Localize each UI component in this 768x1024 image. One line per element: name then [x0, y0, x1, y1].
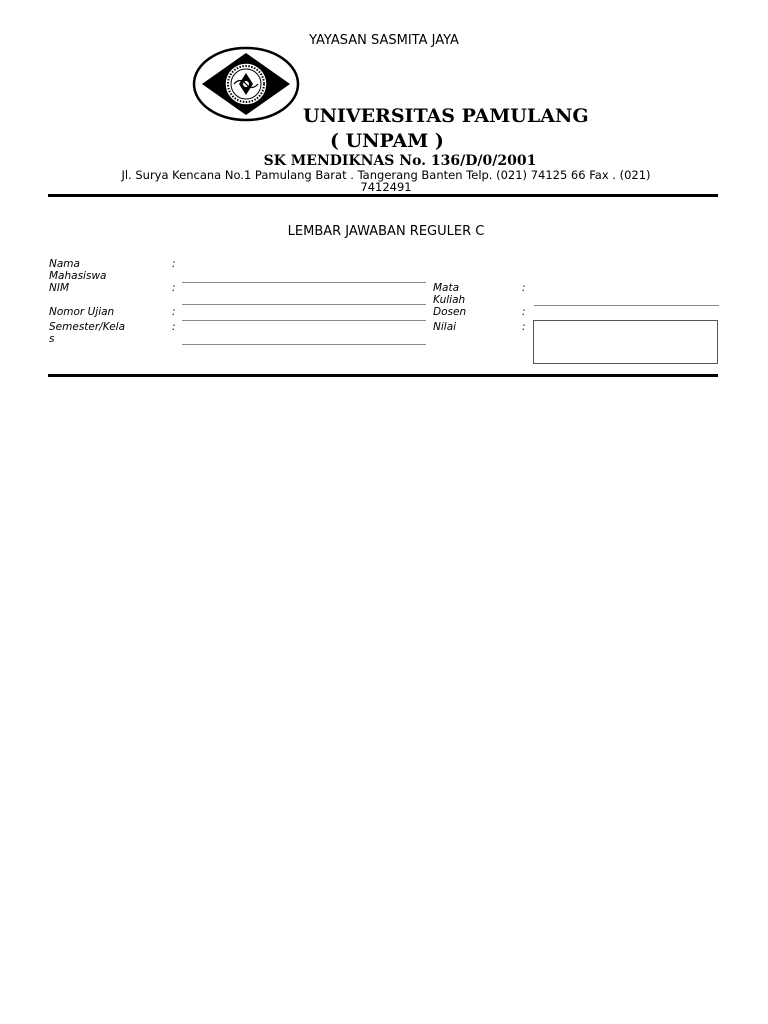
- address: [52, 169, 720, 193]
- nim-label: NIM: [49, 282, 70, 294]
- name-field[interactable]: [182, 282, 426, 283]
- address-line-2: 7412491: [360, 180, 412, 194]
- nim-field[interactable]: [182, 304, 426, 305]
- grade-colon: :: [522, 321, 526, 333]
- decree-number: SK MENDIKNAS No. 136/D/0/2001: [263, 153, 537, 169]
- exam-number-field[interactable]: [182, 320, 426, 321]
- exam-number-colon: :: [172, 306, 176, 318]
- semester-class-label: Semester/Kela s: [49, 321, 126, 345]
- course-colon: :: [522, 282, 526, 294]
- sheet-title: LEMBAR JAWABAN REGULER C: [287, 224, 485, 239]
- university-abbreviation: ( UNPAM ): [330, 130, 444, 152]
- header-divider: [48, 194, 718, 197]
- foundation-name: YAYASAN SASMITA JAYA: [309, 33, 459, 48]
- lecturer-colon: :: [522, 306, 526, 318]
- nim-colon: :: [172, 282, 176, 294]
- exam-number-label: Nomor Ujian: [49, 306, 115, 318]
- grade-box[interactable]: [533, 320, 718, 364]
- semester-class-field[interactable]: [182, 344, 426, 345]
- course-field[interactable]: [534, 305, 719, 306]
- name-label: Nama Mahasiswa: [49, 258, 107, 282]
- form-divider: [48, 374, 718, 377]
- name-colon: :: [172, 258, 176, 270]
- course-label: Mata Kuliah: [433, 282, 466, 306]
- semester-class-colon: :: [172, 321, 176, 333]
- lecturer-label: Dosen: [433, 306, 467, 318]
- address-line-1: Jl. Surya Kencana No.1 Pamulang Barat . Tangerang Banten Telp. (021) 74125 66 Fax . (021): [121, 168, 651, 182]
- university-logo: [192, 46, 300, 122]
- university-name: UNIVERSITAS PAMULANG: [303, 105, 589, 127]
- grade-label: Nilai: [433, 321, 457, 333]
